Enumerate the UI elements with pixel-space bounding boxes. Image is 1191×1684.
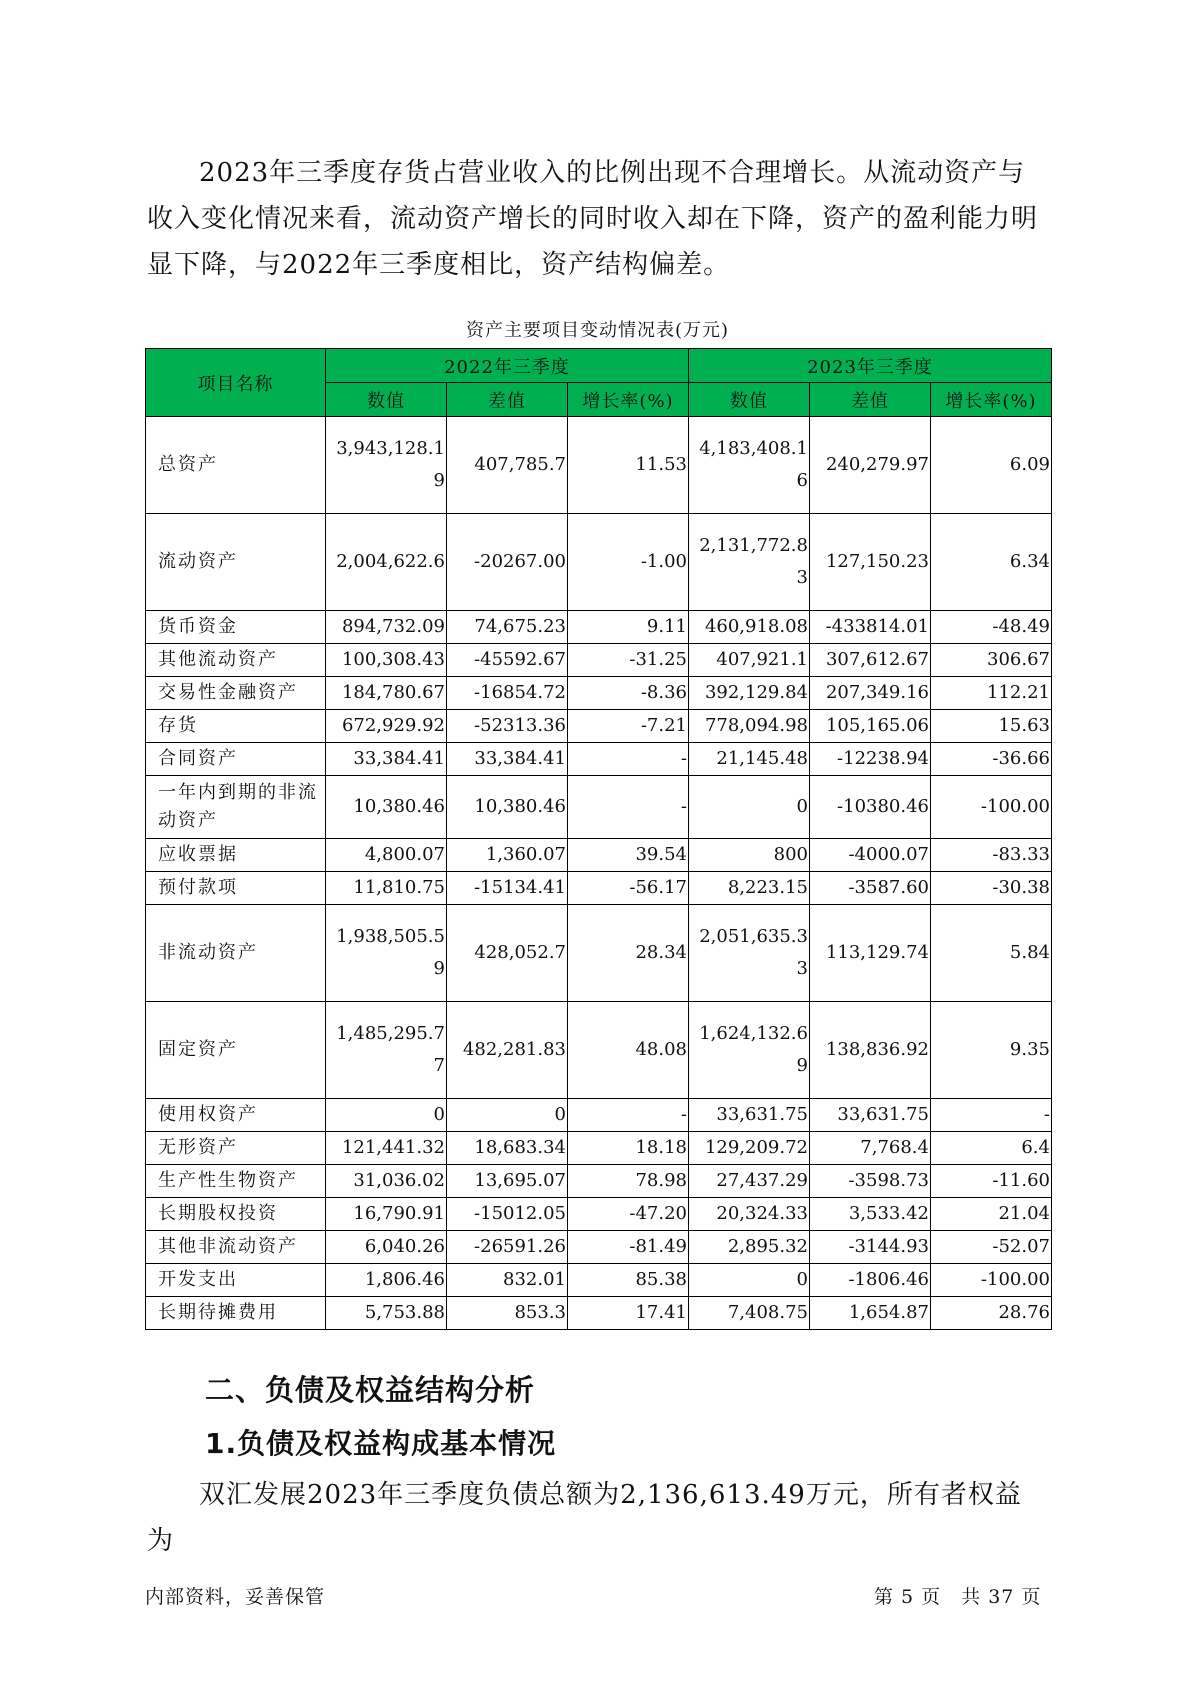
- cell-diff-2023: 7,768.4: [810, 1132, 931, 1165]
- cell-diff-2023: 3,533.42: [810, 1198, 931, 1231]
- cell-growth-2023: -83.33: [931, 839, 1052, 872]
- cell-diff-2022: -20267.00: [447, 514, 568, 611]
- cell-growth-2023: 6.34: [931, 514, 1052, 611]
- cell-diff-2023: 105,165.06: [810, 710, 931, 743]
- cell-value-2022: 0: [326, 1099, 447, 1132]
- header-item-name: 项目名称: [146, 349, 326, 417]
- subsection-heading: 1.负债及权益构成基本情况: [205, 1427, 557, 1460]
- cell-value-2022: 672,929.92: [326, 710, 447, 743]
- cell-growth-2022: 85.38: [568, 1264, 689, 1297]
- row-name: 长期待摊费用: [146, 1297, 326, 1330]
- header-value-2023: 数值: [689, 383, 810, 417]
- cell-diff-2023: -4000.07: [810, 839, 931, 872]
- cell-growth-2023: 28.76: [931, 1297, 1052, 1330]
- cell-growth-2022: 48.08: [568, 1002, 689, 1099]
- cell-growth-2022: -31.25: [568, 644, 689, 677]
- cell-diff-2023: 307,612.67: [810, 644, 931, 677]
- table-row: [146, 1264, 1052, 1297]
- cell-diff-2023: 207,349.16: [810, 677, 931, 710]
- cell-growth-2023: -: [931, 1099, 1052, 1132]
- row-name: 存货: [146, 710, 326, 743]
- cell-value-2022: 100,308.43: [326, 644, 447, 677]
- cell-value-2023: 407,921.1: [689, 644, 810, 677]
- cell-diff-2022: 407,785.7: [447, 417, 568, 514]
- cell-value-2022: 11,810.75: [326, 872, 447, 905]
- row-name: 合同资产: [146, 743, 326, 776]
- cell-diff-2023: -3598.73: [810, 1165, 931, 1198]
- cell-value-2022: 1,806.46: [326, 1264, 447, 1297]
- table-row: [146, 611, 1052, 644]
- cell-diff-2022: -52313.36: [447, 710, 568, 743]
- cell-value-2023: 27,437.29: [689, 1165, 810, 1198]
- cell-diff-2022: -26591.26: [447, 1231, 568, 1264]
- row-name: 流动资产: [146, 514, 326, 611]
- cell-growth-2023: -52.07: [931, 1231, 1052, 1264]
- cell-growth-2022: 78.98: [568, 1165, 689, 1198]
- row-name: 无形资产: [146, 1132, 326, 1165]
- section-heading: 二、负债及权益结构分析: [205, 1373, 536, 1407]
- cell-diff-2022: 33,384.41: [447, 743, 568, 776]
- row-name: 货币资金: [146, 611, 326, 644]
- table-row: [146, 1099, 1052, 1132]
- cell-diff-2022: 832.01: [447, 1264, 568, 1297]
- table-row: [146, 417, 1052, 514]
- cell-diff-2022: -15134.41: [447, 872, 568, 905]
- cell-growth-2022: 17.41: [568, 1297, 689, 1330]
- table-row: [146, 776, 1052, 839]
- table-caption: 资产主要项目变动情况表(万元): [465, 320, 730, 341]
- cell-value-2023: 2,895.32: [689, 1231, 810, 1264]
- cell-value-2022: 1,938,505.59: [326, 905, 447, 1002]
- row-name: 使用权资产: [146, 1099, 326, 1132]
- cell-value-2023: 20,324.33: [689, 1198, 810, 1231]
- cell-diff-2023: -12238.94: [810, 743, 931, 776]
- closing-paragraph: 双汇发展2023年三季度负债总额为2,136,613.49万元，所有者权益为: [147, 1480, 1022, 1556]
- cell-value-2022: 31,036.02: [326, 1165, 447, 1198]
- cell-growth-2022: -47.20: [568, 1198, 689, 1231]
- cell-growth-2022: 18.18: [568, 1132, 689, 1165]
- header-value-2022: 数值: [326, 383, 447, 417]
- header-period-2022: 2022年三季度: [326, 349, 689, 383]
- row-name: 非流动资产: [146, 905, 326, 1002]
- cell-diff-2022: 13,695.07: [447, 1165, 568, 1198]
- cell-growth-2023: -30.38: [931, 872, 1052, 905]
- cell-value-2023: 0: [689, 1264, 810, 1297]
- cell-value-2022: 5,753.88: [326, 1297, 447, 1330]
- row-name: 应收票据: [146, 839, 326, 872]
- cell-growth-2022: -8.36: [568, 677, 689, 710]
- cell-value-2023: 800: [689, 839, 810, 872]
- cell-growth-2023: -11.60: [931, 1165, 1052, 1198]
- cell-diff-2022: 10,380.46: [447, 776, 568, 839]
- cell-diff-2023: -10380.46: [810, 776, 931, 839]
- table-row: [146, 743, 1052, 776]
- table-row: [146, 839, 1052, 872]
- cell-diff-2023: -3587.60: [810, 872, 931, 905]
- cell-value-2022: 10,380.46: [326, 776, 447, 839]
- cell-growth-2023: -36.66: [931, 743, 1052, 776]
- table-row: [146, 677, 1052, 710]
- cell-diff-2022: 74,675.23: [447, 611, 568, 644]
- cell-value-2023: 4,183,408.16: [689, 417, 810, 514]
- cell-diff-2022: 0: [447, 1099, 568, 1132]
- table-row: [146, 905, 1052, 1002]
- cell-growth-2022: -1.00: [568, 514, 689, 611]
- header-diff-2022: 差值: [447, 383, 568, 417]
- cell-growth-2023: 15.63: [931, 710, 1052, 743]
- cell-diff-2022: -45592.67: [447, 644, 568, 677]
- cell-growth-2022: 28.34: [568, 905, 689, 1002]
- header-diff-2023: 差值: [810, 383, 931, 417]
- footer-page-number: 第 5 页 共 37 页: [874, 1586, 1042, 1608]
- table-row: [146, 644, 1052, 677]
- table-row: [146, 1165, 1052, 1198]
- cell-growth-2023: 112.21: [931, 677, 1052, 710]
- cell-diff-2023: -3144.93: [810, 1231, 931, 1264]
- table-row: [146, 1231, 1052, 1264]
- cell-diff-2022: -16854.72: [447, 677, 568, 710]
- cell-diff-2022: 482,281.83: [447, 1002, 568, 1099]
- table-row: [146, 514, 1052, 611]
- cell-value-2023: 778,094.98: [689, 710, 810, 743]
- asset-change-table: [145, 348, 1052, 1330]
- table-row: [146, 1132, 1052, 1165]
- cell-diff-2023: 127,150.23: [810, 514, 931, 611]
- cell-value-2022: 4,800.07: [326, 839, 447, 872]
- row-name: 生产性生物资产: [146, 1165, 326, 1198]
- cell-value-2023: 2,131,772.83: [689, 514, 810, 611]
- cell-diff-2022: -15012.05: [447, 1198, 568, 1231]
- table-row: [146, 710, 1052, 743]
- table-row: [146, 1002, 1052, 1099]
- cell-diff-2023: 33,631.75: [810, 1099, 931, 1132]
- cell-growth-2023: -100.00: [931, 776, 1052, 839]
- cell-value-2022: 2,004,622.6: [326, 514, 447, 611]
- cell-value-2023: 8,223.15: [689, 872, 810, 905]
- row-name: 固定资产: [146, 1002, 326, 1099]
- cell-diff-2023: 240,279.97: [810, 417, 931, 514]
- cell-diff-2022: 853.3: [447, 1297, 568, 1330]
- cell-value-2023: 129,209.72: [689, 1132, 810, 1165]
- cell-value-2022: 6,040.26: [326, 1231, 447, 1264]
- footer-confidential-note: 内部资料，妥善保管: [145, 1586, 326, 1608]
- cell-diff-2023: 138,836.92: [810, 1002, 931, 1099]
- cell-growth-2022: -: [568, 743, 689, 776]
- row-name: 总资产: [146, 417, 326, 514]
- cell-value-2022: 33,384.41: [326, 743, 447, 776]
- cell-growth-2022: -81.49: [568, 1231, 689, 1264]
- row-name: 其他流动资产: [146, 644, 326, 677]
- cell-value-2023: 7,408.75: [689, 1297, 810, 1330]
- cell-value-2023: 2,051,635.33: [689, 905, 810, 1002]
- cell-growth-2022: -7.21: [568, 710, 689, 743]
- row-name: 预付款项: [146, 872, 326, 905]
- row-name: 长期股权投资: [146, 1198, 326, 1231]
- cell-growth-2022: 39.54: [568, 839, 689, 872]
- row-name: 交易性金融资产: [146, 677, 326, 710]
- cell-value-2022: 184,780.67: [326, 677, 447, 710]
- cell-growth-2023: 6.4: [931, 1132, 1052, 1165]
- cell-value-2022: 121,441.32: [326, 1132, 447, 1165]
- cell-value-2022: 16,790.91: [326, 1198, 447, 1231]
- cell-value-2022: 3,943,128.19: [326, 417, 447, 514]
- cell-growth-2022: -: [568, 776, 689, 839]
- cell-diff-2023: -1806.46: [810, 1264, 931, 1297]
- cell-growth-2023: -100.00: [931, 1264, 1052, 1297]
- table-row: [146, 1297, 1052, 1330]
- cell-value-2023: 460,918.08: [689, 611, 810, 644]
- cell-value-2023: 1,624,132.69: [689, 1002, 810, 1099]
- cell-diff-2023: 1,654.87: [810, 1297, 931, 1330]
- cell-growth-2022: 9.11: [568, 611, 689, 644]
- cell-growth-2023: 9.35: [931, 1002, 1052, 1099]
- cell-growth-2022: -: [568, 1099, 689, 1132]
- cell-growth-2023: -48.49: [931, 611, 1052, 644]
- cell-growth-2023: 306.67: [931, 644, 1052, 677]
- cell-value-2023: 0: [689, 776, 810, 839]
- cell-growth-2022: 11.53: [568, 417, 689, 514]
- table-row: [146, 872, 1052, 905]
- row-name: 开发支出: [146, 1264, 326, 1297]
- cell-growth-2023: 6.09: [931, 417, 1052, 514]
- table-row: [146, 1198, 1052, 1231]
- cell-value-2022: 1,485,295.77: [326, 1002, 447, 1099]
- header-growth-2023: 增长率(%): [931, 383, 1052, 417]
- row-name: 其他非流动资产: [146, 1231, 326, 1264]
- cell-growth-2023: 5.84: [931, 905, 1052, 1002]
- cell-growth-2022: -56.17: [568, 872, 689, 905]
- cell-value-2023: 21,145.48: [689, 743, 810, 776]
- cell-value-2023: 392,129.84: [689, 677, 810, 710]
- cell-diff-2022: 1,360.07: [447, 839, 568, 872]
- header-growth-2022: 增长率(%): [568, 383, 689, 417]
- cell-diff-2022: 428,052.7: [447, 905, 568, 1002]
- cell-diff-2023: -433814.01: [810, 611, 931, 644]
- header-period-2023: 2023年三季度: [689, 349, 1052, 383]
- cell-value-2023: 33,631.75: [689, 1099, 810, 1132]
- cell-diff-2023: 113,129.74: [810, 905, 931, 1002]
- cell-growth-2023: 21.04: [931, 1198, 1052, 1231]
- cell-diff-2022: 18,683.34: [447, 1132, 568, 1165]
- row-name: 一年内到期的非流动资产: [146, 776, 326, 839]
- intro-paragraph: 2023年三季度存货占营业收入的比例出现不合理增长。从流动资产与收入变化情况来看，流动资产增长的同时收入却在下降，资产的盈利能力明显下降，与2022年三季度相比，资产结构偏差。: [147, 158, 1039, 280]
- cell-value-2022: 894,732.09: [326, 611, 447, 644]
